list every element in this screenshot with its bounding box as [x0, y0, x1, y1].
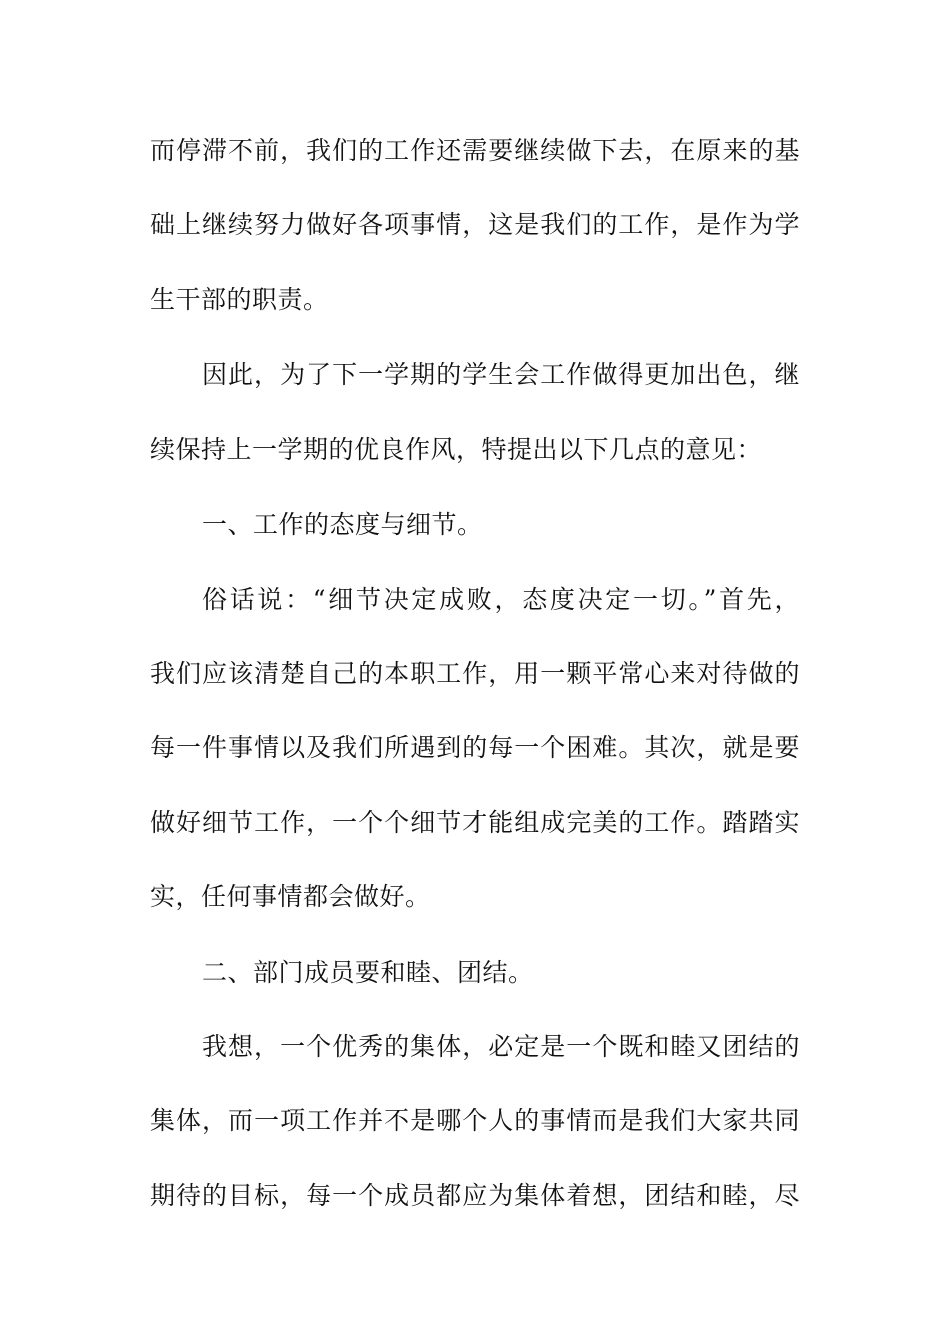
text-line: 俗话说：“细节决定成败，态度决定一切。”首先， — [202, 585, 800, 614]
section-heading: 一、工作的态度与细节。 — [202, 510, 483, 539]
text-line: 每一件事情以及我们所遇到的每一个困难。其次，就是要 — [150, 733, 800, 762]
text-line: 实，任何事情都会做好。 — [150, 882, 431, 911]
text-line: 做好细节工作，一个个细节才能组成完美的工作。踏踏实 — [150, 808, 800, 837]
text-line: 而停滞不前，我们的工作还需要继续做下去，在原来的基 — [150, 136, 800, 165]
text-line: 础上继续努力做好各项事情，这是我们的工作，是作为学 — [150, 210, 800, 239]
text-line: 生干部的职责。 — [150, 285, 329, 314]
text-line: 我们应该清楚自己的本职工作，用一颗平常心来对待做的 — [150, 659, 800, 688]
text-line: 因此，为了下一学期的学生会工作做得更加出色，继 — [202, 360, 800, 389]
section-heading: 二、部门成员要和睦、团结。 — [202, 958, 534, 987]
text-line: 集体，而一项工作并不是哪个人的事情而是我们大家共同 — [150, 1106, 800, 1135]
text-line: 续保持上一学期的优良作风，特提出以下几点的意见： — [150, 435, 763, 464]
text-line: 期待的目标，每一个成员都应为集体着想，团结和睦，尽 — [150, 1181, 800, 1210]
text-line: 我想，一个优秀的集体，必定是一个既和睦又团结的 — [202, 1032, 800, 1061]
